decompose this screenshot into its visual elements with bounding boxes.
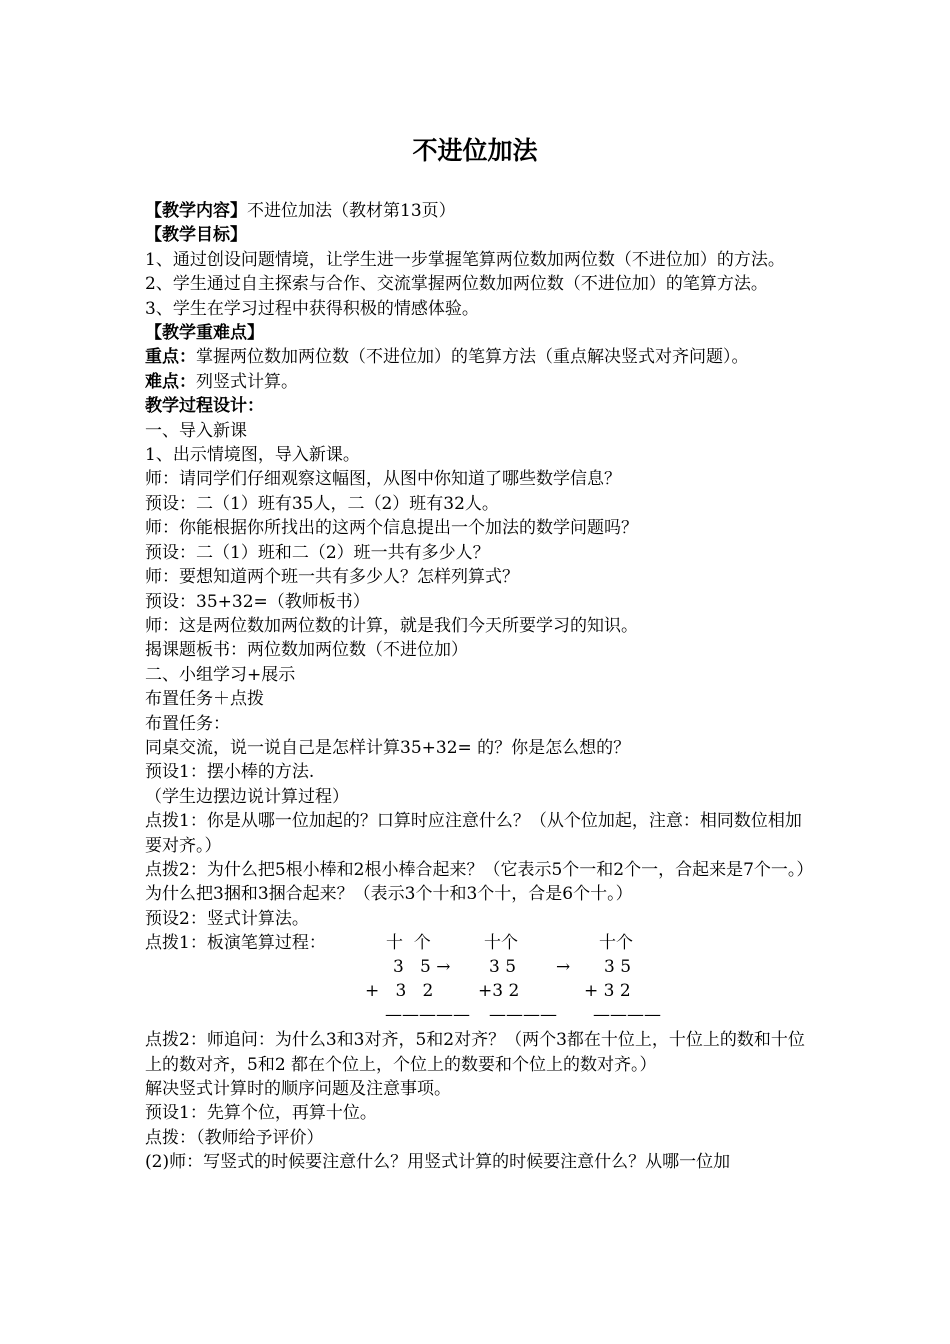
calc-top-number: 3 5 xyxy=(489,957,517,978)
process-line: 同桌交流，说一说自己是怎样计算35+32= 的？你是怎么想的？ xyxy=(145,737,631,758)
focus-label: 重点： xyxy=(145,347,196,368)
calc-top-number: 3 5 xyxy=(604,957,632,978)
process-line: 布置任务： xyxy=(145,713,230,734)
arrow-icon: → xyxy=(556,957,571,978)
hint-paragraph: 点拨1：你是从哪一位加起的？口算时应注意什么？（从个位加起，注意：相同数位相加要对齐。） xyxy=(145,811,802,856)
hint-paragraph: 点拨2：为什么把5根小棒和2根小棒合起来？（它表示5个一和2个一，合起来是7个一。）为什么把3捆和3捆合起来？（表示3个十和3个十，合是6个十。） xyxy=(145,859,814,905)
process-line: 预设1：先算个位，再算十位。 xyxy=(145,1103,377,1124)
difficulty-line xyxy=(145,370,815,394)
process-line: 揭课题板书：两位数加两位数（不进位加） xyxy=(145,640,468,661)
vertical-calculation xyxy=(145,931,815,1028)
process-line: 师：这是两位数加两位数的计算，就是我们今天所要学习的知识。 xyxy=(145,615,638,636)
process-line: 预设1：摆小棒的方法. xyxy=(145,762,315,783)
process-line: 预设2：竖式计算法。 xyxy=(145,908,309,929)
key-points-heading: 【教学重难点】 xyxy=(145,323,264,344)
objective-item-1: 1、通过创设问题情境，让学生进一步掌握笔算两位数加两位数（不进位加）的方法。 xyxy=(145,249,785,270)
calc-rule: ————— xyxy=(385,1005,470,1026)
process-line: 布置任务＋点拨 xyxy=(145,689,264,710)
process-line: （学生边摆边说计算过程） xyxy=(145,786,349,807)
difficulty-label: 难点： xyxy=(145,371,196,392)
content-line xyxy=(145,199,815,223)
process-line: 师：要想知道两个班一共有多少人？怎样列算式？ xyxy=(145,567,519,588)
document-body xyxy=(145,199,815,1175)
process-line: 师：请同学们仔细观察这幅图，从图中你知道了哪些数学信息？ xyxy=(145,469,621,490)
process-line: 点拨：（教师给予评价） xyxy=(145,1127,324,1148)
calc-header: 十个 xyxy=(484,933,518,954)
process-line: (2)师：写竖式的时候要注意什么？用竖式计算的时候要注意什么？从哪一位加 xyxy=(145,1152,731,1173)
objective-item-3: 3、学生在学习过程中获得积极的情感体验。 xyxy=(145,298,479,319)
objective-item-2: 2、学生通过自主探索与合作、交流掌握两位数加两位数（不进位加）的笔算方法。 xyxy=(145,274,768,295)
process-heading: 教学过程设计： xyxy=(145,396,264,417)
calc-rule: ———— xyxy=(489,1005,557,1026)
process-line: 师：你能根据你所找出的这两个信息提出一个加法的数学问题吗？ xyxy=(145,518,638,539)
calc-bottom-number: +3 2 xyxy=(478,981,520,1002)
process-line: 二、小组学习+展示 xyxy=(145,664,296,685)
content-text: 不进位加法（教材第13页） xyxy=(247,201,456,221)
objectives-heading: 【教学目标】 xyxy=(145,225,247,246)
vertical-calc-label: 点拨1：板演笔算过程： xyxy=(145,933,326,954)
hint-paragraph: 点拨2：师追问：为什么3和3对齐，5和2对齐？（两个3都在十位上，十位上的数和十位上的数对齐，5和2 都在个位上，个位上的数要和个位上的数对齐。） xyxy=(145,1030,805,1075)
calc-header: 十 个 xyxy=(386,933,431,954)
focus-line xyxy=(145,345,815,369)
page-title: 不进位加法 xyxy=(412,136,538,165)
process-line: 一、导入新课 xyxy=(145,420,247,441)
difficulty-text: 列竖式计算。 xyxy=(196,371,298,392)
process-line: 预设：二（1）班和二（2）班一共有多少人？ xyxy=(145,542,490,563)
content-label: 【教学内容】 xyxy=(145,201,247,221)
calc-bottom-number: + 3 2 xyxy=(365,981,434,1002)
calc-header: 十个 xyxy=(599,933,633,954)
calc-top-number: 3 5 → xyxy=(393,957,451,978)
calc-bottom-number: + 3 2 xyxy=(584,981,631,1002)
process-line: 预设：35+32=（教师板书） xyxy=(145,591,370,612)
process-line: 解决竖式计算时的顺序问题及注意事项。 xyxy=(145,1079,451,1099)
focus-text: 掌握两位数加两位数（不进位加）的笔算方法（重点解决竖式对齐问题）。 xyxy=(196,347,749,368)
process-line: 预设：二（1）班有35人，二（2）班有32人。 xyxy=(145,493,499,514)
process-line: 1、出示情境图，导入新课。 xyxy=(145,445,360,466)
calc-rule: ———— xyxy=(593,1005,661,1026)
